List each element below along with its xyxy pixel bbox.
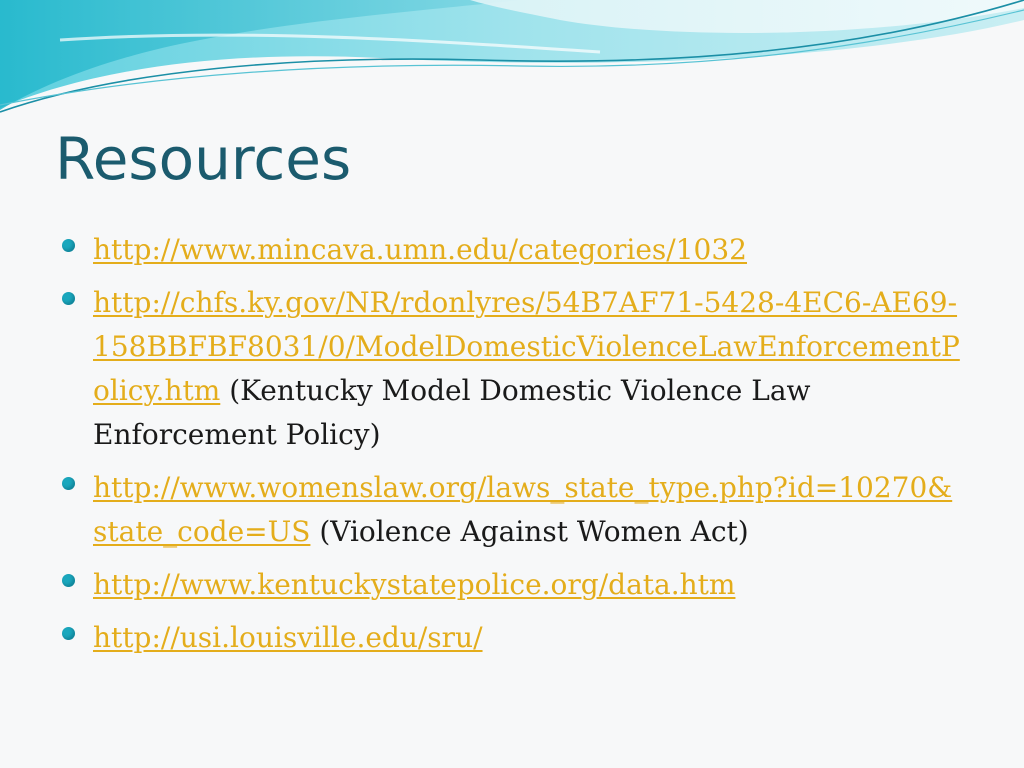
bullet-icon [62,292,75,305]
slide-title: Resources [55,125,352,193]
resource-link-louisville-sru[interactable]: http://usi.louisville.edu/sru/ [93,621,483,654]
resource-link-kentucky-state-police[interactable]: http://www.kentuckystatepolice.org/data.htm [93,568,736,601]
resource-link-chfs[interactable]: http://chfs.ky.gov/NR/rdonlyres/54B7AF71-5428-4EC6-AE69-158BBFBF8031/0/ModelDomesticViolenceLawEnforcementPolicy.htm [93,286,960,407]
bullet-icon [62,239,75,252]
bullet-icon [62,574,75,587]
list-item [60,616,960,660]
bullet-icon [62,627,75,640]
resource-link-mincava[interactable]: http://www.mincava.umn.edu/categories/1032 [93,233,747,266]
list-item [60,466,960,554]
resource-link-womenslaw[interactable]: http://www.womenslaw.org/laws_state_type.php?id=10270&state_code=US [93,471,953,548]
resource-description: (Violence Against Women Act) [310,515,749,548]
resource-description: (Kentucky Model Domestic Violence Law Enforcement Policy) [93,374,811,451]
list-item [60,281,960,457]
bullet-icon [62,477,75,490]
list-item [60,228,960,272]
list-item [60,563,960,607]
resource-list [60,228,960,669]
header-wave-decoration [0,0,1024,130]
